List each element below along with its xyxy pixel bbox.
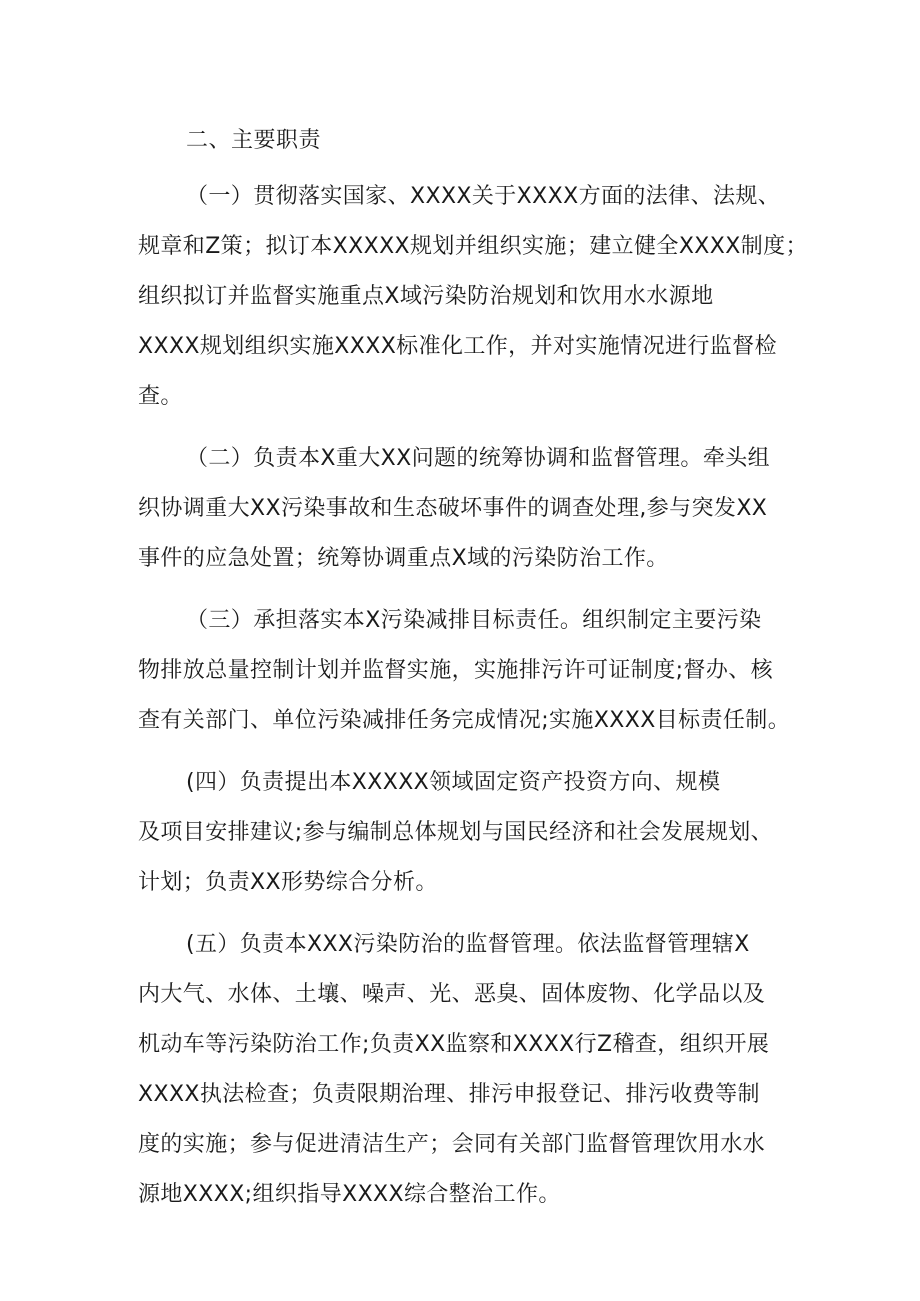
paragraph-line: （一）贯彻落实国家、XXXX关于XXXX方面的法律、法规、 (186, 184, 781, 209)
paragraph-line: 计划；负责XX形势综合分析。 (138, 870, 438, 895)
section-heading: 二、主要职责 (186, 128, 322, 153)
paragraph-4 (138, 758, 802, 908)
paragraph-line: (四）负责提出本XXXXX领域固定资产投资方向、规模 (186, 770, 721, 795)
paragraph-line: 度的实施；参与促进清洁生产；会同有关部门监督管理饮用水水 (138, 1132, 766, 1157)
paragraph-line: XXXX执法检查；负责限期治理、排污申报登记、排污收费等制 (138, 1082, 760, 1107)
paragraph-line: 源地XXXX;组织指导XXXX综合整治工作。 (138, 1182, 561, 1207)
paragraph-1 (138, 172, 808, 422)
paragraph-line: 及项目安排建议;参与编制总体规划与国民经济和社会发展规划、 (138, 820, 774, 845)
paragraph-line: 物排放总量控制计划并监督实施，实施排污许可证制度;督办、核 (138, 658, 774, 683)
paragraph-line: 事件的应急处置；统筹协调重点X域的污染防治工作。 (138, 546, 669, 571)
paragraph-2 (138, 434, 802, 584)
paragraph-line: (五）负责本XXX污染防治的监督管理。依法监督管理辖X (186, 932, 750, 957)
paragraph-line: 规章和Z策；拟订本XXXXX规划并组织实施；建立健全XXXX制度； (138, 234, 808, 259)
paragraph-line: 织协调重大XX污染事故和生态破坏事件的调查处理,参与突发XX (138, 496, 768, 521)
paragraph-line: 查。 (138, 384, 183, 409)
paragraph-gap (138, 422, 802, 434)
paragraph-line: XXXX规划组织实施XXXX标准化工作，并对实施情况进行监督检 (138, 334, 777, 359)
paragraph-3 (138, 596, 802, 746)
paragraph-line: 内大气、水体、土壤、噪声、光、恶臭、固体废物、化学品以及 (138, 982, 766, 1007)
paragraph-line: 组织拟订并监督实施重点X域污染防治规划和饮用水水源地 (138, 284, 714, 309)
paragraph-gap (138, 908, 802, 920)
paragraph-line: 查有关部门、单位污染减排任务完成情况;实施XXXX目标责任制。 (138, 708, 791, 733)
paragraph-gap (138, 584, 802, 596)
paragraph-gap (138, 746, 802, 758)
paragraph-line: （三）承担落实本X污染减排目标责任。组织制定主要污染 (186, 608, 762, 633)
paragraph-line: 机动车等污染防治工作;负责XX监察和XXXX行Z稽查，组织开展 (138, 1032, 770, 1057)
paragraph-5 (138, 920, 802, 1220)
paragraph-line: （二）负责本X重大XX问题的统筹协调和监督管理。牵头组 (186, 446, 771, 471)
